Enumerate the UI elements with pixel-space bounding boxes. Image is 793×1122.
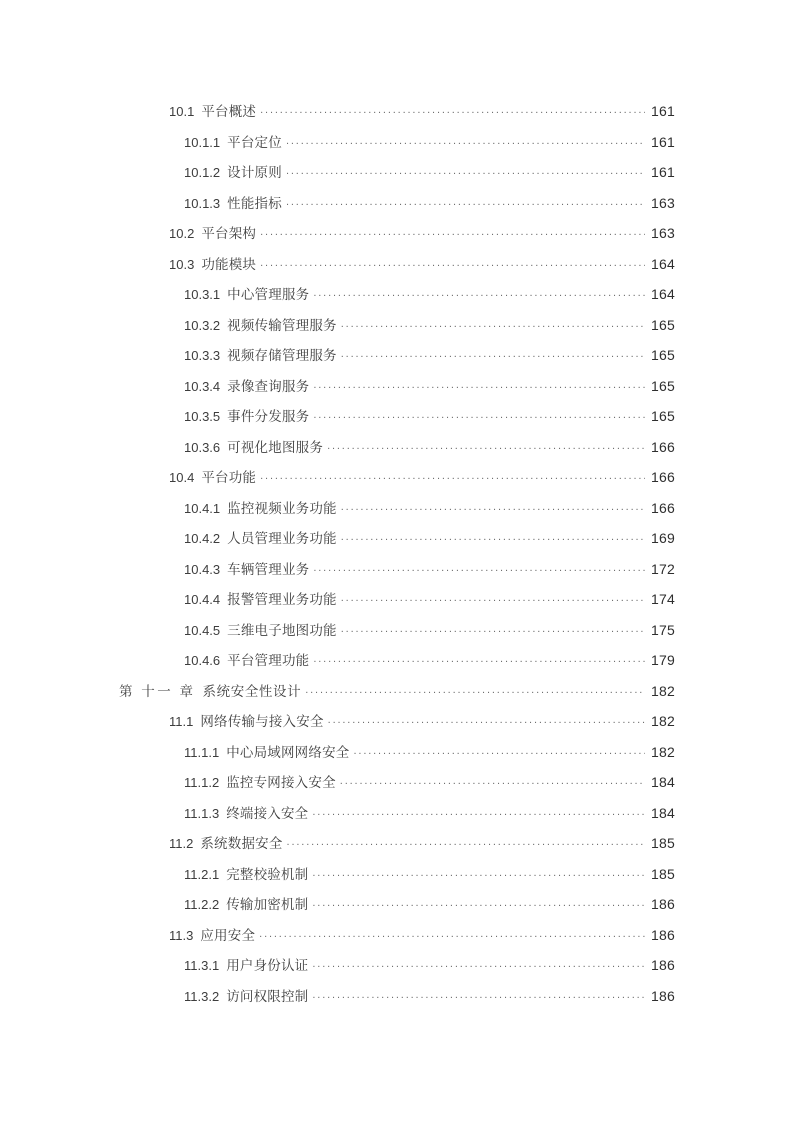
toc-dot-leader	[312, 987, 645, 1001]
toc-entry-title: 系统数据安全	[200, 836, 283, 851]
toc-entry-page-number: 169	[651, 530, 675, 546]
toc-entry-page-number: 182	[651, 682, 675, 699]
toc-entry-title: 性能指标	[227, 195, 282, 211]
toc-entry-number: 10.3.5	[184, 409, 221, 424]
toc-entry-number: 11.3.1	[184, 958, 220, 973]
toc-entry-title: 平台定位	[227, 134, 282, 150]
toc-entry-page-number: 186	[651, 957, 675, 973]
toc-entry-page-number: 174	[651, 591, 675, 607]
toc-entry-title: 视频存储管理服务	[227, 348, 337, 363]
toc-dot-leader	[341, 347, 645, 361]
toc-dot-leader	[312, 865, 645, 879]
toc-entry-title: 终端接入安全	[226, 805, 309, 821]
toc-dot-leader	[260, 225, 645, 239]
toc-dot-leader	[328, 713, 645, 727]
toc-entry-number: 11.1.1	[184, 744, 220, 760]
toc-entry-title: 中心管理服务	[227, 287, 310, 302]
toc-dot-leader	[260, 469, 645, 483]
toc-entry-title: 访问权限控制	[226, 988, 309, 1004]
toc-entry-page-number: 185	[651, 865, 675, 882]
toc-entry[interactable]	[119, 432, 675, 463]
toc-entry[interactable]	[119, 96, 675, 127]
toc-entry-title: 报警管理业务功能	[227, 592, 337, 607]
toc-entry[interactable]	[119, 859, 675, 890]
toc-entry-number: 10.4	[169, 470, 195, 485]
toc-entry-title: 可视化地图服务	[227, 439, 324, 455]
toc-dot-leader	[313, 652, 645, 666]
toc-entry[interactable]	[119, 920, 675, 951]
toc-dot-leader	[313, 377, 645, 391]
toc-entry-title: 系统安全性设计	[202, 683, 302, 699]
toc-dot-leader	[341, 621, 645, 635]
toc-entry-page-number: 184	[651, 804, 675, 821]
toc-entry-number: 10.3.4	[184, 378, 221, 394]
toc-dot-leader	[312, 804, 645, 818]
toc-entry-page-number: 164	[651, 286, 675, 302]
toc-entry-page-number: 165	[651, 347, 675, 363]
toc-dot-leader	[259, 926, 645, 940]
toc-entry-title: 录像查询服务	[227, 378, 310, 394]
toc-dot-leader	[286, 194, 645, 208]
toc-entry[interactable]	[119, 676, 675, 707]
toc-dot-leader	[341, 530, 645, 544]
toc-entry-title: 车辆管理业务	[227, 561, 310, 577]
toc-entry[interactable]	[119, 462, 675, 493]
toc-entry-page-number: 163	[651, 225, 675, 241]
toc-entry-number: 11.2	[169, 836, 194, 851]
toc-entry[interactable]	[119, 554, 675, 585]
toc-entry-number: 11.1.3	[184, 805, 220, 821]
toc-entry-number: 11.3.2	[184, 988, 220, 1004]
toc-entry-number: 10.3.2	[184, 317, 221, 333]
toc-entry-page-number: 164	[651, 255, 675, 272]
toc-entry[interactable]	[119, 188, 675, 219]
toc-dot-leader	[305, 682, 645, 696]
toc-dot-leader	[313, 408, 645, 422]
toc-entry-title: 平台架构	[201, 226, 257, 241]
toc-entry-page-number: 165	[651, 316, 675, 333]
toc-entry[interactable]	[119, 523, 675, 554]
toc-entry-page-number: 182	[651, 743, 675, 760]
toc-entry[interactable]	[119, 828, 675, 859]
toc-entry[interactable]	[119, 767, 675, 798]
toc-entry-title: 完整校验机制	[226, 866, 309, 882]
toc-entry-title: 视频传输管理服务	[227, 317, 337, 333]
toc-entry-number: 11.2.1	[184, 866, 220, 882]
toc-entry-number: 11.3	[169, 927, 194, 943]
toc-entry-number: 10.4.6	[184, 653, 221, 668]
toc-entry[interactable]	[119, 401, 675, 432]
toc-entry-title: 传输加密机制	[226, 897, 309, 912]
toc-entry-page-number: 166	[651, 499, 675, 516]
toc-entry[interactable]	[119, 798, 675, 829]
toc-entry-number: 10.3.3	[184, 348, 221, 363]
toc-dot-leader	[340, 774, 645, 788]
toc-entry-number: 10.1.1	[184, 134, 221, 150]
toc-entry[interactable]	[119, 645, 675, 676]
toc-dot-leader	[313, 286, 645, 300]
toc-entry-page-number: 161	[651, 103, 675, 119]
toc-dot-leader	[312, 896, 645, 910]
toc-entry-number: 10.4.3	[184, 561, 221, 577]
toc-entry[interactable]	[119, 889, 675, 920]
toc-entry-title: 监控专网接入安全	[226, 775, 336, 790]
toc-entry-number: 10.1.2	[184, 165, 221, 180]
toc-dot-leader	[312, 957, 645, 971]
toc-entry[interactable]	[119, 127, 675, 158]
toc-entry-page-number: 186	[651, 926, 675, 943]
toc-dot-leader	[260, 103, 645, 117]
toc-entry-number: 10.3	[169, 256, 195, 272]
toc-entry[interactable]	[119, 950, 675, 981]
toc-entry-title: 人员管理业务功能	[227, 531, 337, 546]
toc-entry-number: 10.4.2	[184, 531, 221, 546]
toc-entry[interactable]	[119, 737, 675, 768]
toc-entry[interactable]	[119, 218, 675, 249]
toc-entry-title: 用户身份认证	[226, 958, 309, 973]
toc-entry-page-number: 161	[651, 164, 675, 180]
toc-entry-page-number: 172	[651, 560, 675, 577]
toc-entry[interactable]	[119, 371, 675, 402]
toc-entry[interactable]	[119, 310, 675, 341]
toc-entry-number: 10.1	[169, 104, 195, 119]
toc-entry[interactable]	[119, 584, 675, 615]
toc-dot-leader	[341, 591, 645, 605]
toc-entry-title: 平台管理功能	[227, 653, 310, 668]
toc-entry-number: 第 十一 章	[119, 683, 196, 699]
toc-entry[interactable]	[119, 706, 675, 737]
toc-entry-page-number: 166	[651, 438, 675, 455]
toc-dot-leader	[260, 255, 645, 269]
toc-entry-number: 10.2	[169, 226, 195, 241]
toc-entry[interactable]	[119, 157, 675, 188]
toc-entry-title: 事件分发服务	[227, 409, 310, 424]
table-of-contents	[119, 96, 675, 1011]
toc-dot-leader	[286, 133, 645, 147]
toc-entry-number: 10.4.4	[184, 592, 221, 607]
toc-dot-leader	[341, 316, 645, 330]
toc-entry-title: 网络传输与接入安全	[200, 714, 324, 729]
toc-entry[interactable]	[119, 493, 675, 524]
toc-entry-title: 功能模块	[201, 256, 257, 272]
toc-entry-page-number: 179	[651, 652, 675, 668]
toc-entry-title: 监控视频业务功能	[227, 500, 337, 516]
toc-entry-title: 平台概述	[201, 104, 257, 119]
toc-entry-title: 应用安全	[200, 927, 256, 943]
toc-entry-page-number: 182	[651, 713, 675, 729]
toc-entry[interactable]	[119, 340, 675, 371]
toc-entry-title: 中心局域网网络安全	[226, 744, 350, 760]
toc-dot-leader	[286, 164, 645, 178]
toc-entry[interactable]	[119, 279, 675, 310]
toc-entry-number: 11.1	[169, 714, 194, 729]
toc-dot-leader	[313, 560, 645, 574]
toc-entry[interactable]	[119, 249, 675, 280]
toc-entry-page-number: 163	[651, 194, 675, 211]
toc-entry[interactable]	[119, 981, 675, 1012]
toc-entry-number: 11.1.2	[184, 775, 220, 790]
toc-entry-title: 平台功能	[201, 470, 257, 485]
toc-entry-page-number: 165	[651, 377, 675, 394]
toc-entry-number: 10.4.1	[184, 500, 221, 516]
toc-dot-leader	[341, 499, 645, 513]
toc-entry-number: 10.3.6	[184, 439, 221, 455]
toc-entry-number: 11.2.2	[184, 897, 220, 912]
toc-entry[interactable]	[119, 615, 675, 646]
toc-entry-page-number: 185	[651, 835, 675, 851]
toc-entry-number: 10.3.1	[184, 287, 221, 302]
toc-entry-title: 三维电子地图功能	[227, 622, 337, 638]
toc-entry-page-number: 186	[651, 987, 675, 1004]
toc-dot-leader	[287, 835, 645, 849]
toc-entry-number: 10.1.3	[184, 195, 221, 211]
toc-entry-number: 10.4.5	[184, 622, 221, 638]
toc-entry-page-number: 175	[651, 621, 675, 638]
toc-entry-page-number: 166	[651, 469, 675, 485]
toc-entry-page-number: 161	[651, 133, 675, 150]
toc-entry-page-number: 186	[651, 896, 675, 912]
toc-entry-page-number: 184	[651, 774, 675, 790]
toc-dot-leader	[327, 438, 645, 452]
toc-entry-title: 设计原则	[227, 165, 282, 180]
toc-dot-leader	[354, 743, 646, 757]
toc-entry-page-number: 165	[651, 408, 675, 424]
